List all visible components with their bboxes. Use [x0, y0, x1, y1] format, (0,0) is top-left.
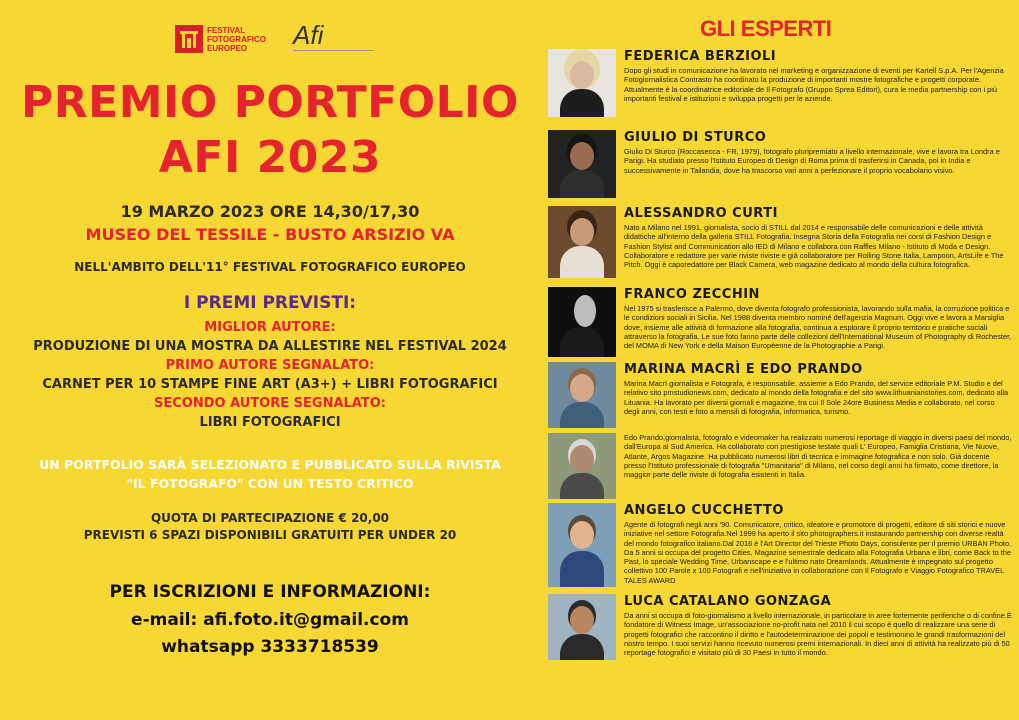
- expert-photo: [548, 433, 616, 499]
- expert-name: ALESSANDRO CURTI: [624, 206, 778, 221]
- expert-photo: [548, 206, 616, 278]
- expert-name: MARINA MACRÌ E EDO PRANDO: [624, 362, 863, 377]
- contact-whatsapp[interactable]: whatsapp 3333718539: [161, 637, 379, 657]
- expert-photo: [548, 287, 616, 357]
- fee-line-1: QUOTA DI PARTECIPAZIONE € 20,00: [150, 511, 390, 525]
- expert-photo: [548, 130, 616, 198]
- experts-title: GLI ESPERTI: [700, 16, 832, 41]
- expert-description: Edo Prando,giornalista, fotografo e videomaker ha realizzato numerosi reportage di viaggio in diversi paesi del mondo, dall'Europa al Sud America. Ha collaborato con prestigiose testate quali L' Europeo, Famiglia Cristiana, Vie Nuove, Atlante, Argos Magazine. Ha pubblicato numerosi libri di tecnica e immagine fotografica e non solo. Già docente presso l'Istituto professionale di fotografia "Umanitaria" di Milano, nel corso degli anni ha firmato, come direttore, la maggior parte delle riviste di fotografia esistenti in Italia.: [624, 433, 1012, 480]
- expert-card: [548, 362, 1013, 428]
- expert-card: [548, 130, 1013, 200]
- expert-description: Marina Macrì giornalista e Fotografa, è responsabile, assieme a Edo Prando, del service editoriale P.M. Studio e del relativo sito pmstudionews.com, dedicato al mondo della fotografia e del sito www.lithuanianstories.com, dedicato alla Lituania. Ha lavorato per diversi giornali e magazine, tra cui Il Sole 24ore Business Media e collaborato, nel corso degli anni, con testi e foto a mensili di fotografia, informatica, turismo.: [624, 379, 1009, 416]
- expert-name: FRANCO ZECCHIN: [624, 287, 760, 302]
- expert-card: [548, 433, 1013, 501]
- date-line: 19 MARZO 2023 ORE 14,30/17,30: [120, 202, 420, 221]
- prize-1-value: PRODUZIONE DI UNA MOSTRA DA ALLESTIRE NEL FESTIVAL 2024: [33, 339, 507, 354]
- expert-card: [548, 503, 1013, 587]
- venue-line: MUSEO DEL TESSILE - BUSTO ARSIZIO VA: [85, 225, 455, 244]
- afi-logo-underline: [293, 50, 373, 56]
- context-line: NELL'AMBITO DELL'11° FESTIVAL FOTOGRAFICO EUROPEO: [74, 260, 466, 274]
- expert-card: [548, 594, 1013, 664]
- expert-name: GIULIO DI STURCO: [624, 130, 767, 145]
- prize-2-value: CARNET PER 10 STAMPE FINE ART (A3+) + LIBRI FOTOGRAFICI: [42, 377, 498, 392]
- portfolio-line-1: UN PORTFOLIO SARÀ SELEZIONATO E PUBBLICATO SULLA RIVISTA: [39, 457, 501, 472]
- festival-logo-icon: [175, 25, 203, 53]
- expert-description: Nel 1975 si trasferisce a Palermo, dove diventa fotografo professionista, lavorando sulla mafia, la corruzione politica e le condizioni sociali in Sicilia. Nel 1988 diventa membro nominé dell'agenzia Magnum. Oggi vive e lavora a Marsiglia dove, insieme alle attività di formazione alla fotografia, continua a esplorare il proprio territorio e pratiche sociali attraverso la fotografia. Le sue foto fanno parte delle collezioni dell'International Museum of Photography di Rochester, del MOMA di New York e della Maison Européenne de la Photographie a Parigi.: [624, 304, 1012, 351]
- expert-card: [548, 49, 1013, 123]
- expert-name: ANGELO CUCCHETTO: [624, 503, 784, 518]
- contact-email[interactable]: e-mail: afi.foto.it@gmail.com: [131, 610, 409, 630]
- fee-line-2: PREVISTI 6 SPAZI DISPONIBILI GRATUITI PER UNDER 20: [83, 528, 457, 542]
- expert-card: [548, 287, 1013, 357]
- expert-description: Nato a Milano nel 1991, giornalista, socio di STILL dal 2014 e responsabile delle comunicazioni e delle attività didattiche all'interno della galleria STILL Fotografia. Insegna Storia della Fotografia nei corsi di Fashion Design e Fashion Stylist and Communication allo IED di Milano e collabora con Raffles Milano - Istituto di Moda e Design. Collaboratore e redattore per varie riviste riviste e già collaboratore per Rolling Stone Italia, Lampoon, ArtsLife e The Pitch. Oggi è caporedattore per Black Camera, web magazine dedicato al mondo della cultura fotografica.: [624, 223, 1004, 270]
- festival-logo-text: FESTIVAL FOTOGRAFICO EUROPEO: [207, 26, 266, 53]
- portfolio-line-2: "IL FOTOGRAFO" CON UN TESTO CRITICO: [126, 476, 414, 491]
- expert-name: FEDERICA BERZIOLI: [624, 49, 777, 64]
- afi-logo: Afi: [293, 20, 324, 50]
- expert-photo: [548, 594, 616, 660]
- expert-description: Giulio Di Sturco (Roccasecca - FR, 1979), fotografo pluripremiato a livello internazionale, vive e lavora tra Londra e Parigi. Ha studiato presso l'Istituto Europeo di Design di Roma prima di trasferirsi in Canada, poi in India e successivamente in Tailandia, dove ha trascorso vari anni a perfezionare il proprio vocabolario visivo.: [624, 147, 1000, 175]
- title-line-1: PREMIO PORTFOLIO: [21, 77, 519, 128]
- expert-description: Da anni si occupa di foto-giornalismo a livello internazionale, in particolare in aree fortemente periferiche o di confine.È fondatore di Witness Image, un'associazione no-profit nata nel 2010 il cui scopo è quello di realizzare una serie di progetti fotografici che raccontino il diritto e l'autodeterminazione dei popoli e testimonino le grandi trasformazioni del nostro tempo. I suoi servizi hanno ricevuto numerosi premi internazionali. In dieci anni di attività ha realizzato più di 50 reportage fotografici e visitato più di 30 Paesi in tutto il mondo.: [624, 611, 1012, 658]
- expert-photo: [548, 362, 616, 428]
- expert-card: [548, 206, 1013, 282]
- logos: [175, 20, 395, 62]
- expert-name: LUCA CATALANO GONZAGA: [624, 594, 832, 609]
- expert-photo: [548, 49, 616, 117]
- prize-3-value: LIBRI FOTOGRAFICI: [199, 415, 341, 430]
- prizes-heading: I PREMI PREVISTI:: [183, 293, 357, 313]
- expert-description: Agente di fotografi negli anni '90. Comunicatore, critico, ideatore e promotore di progetti, editore di siti storici e nuove iniziative nel settore Fotografia.Nel 1999 ha aperto il sito photographers.it instaurando partnership con diverse realtà del mondo fotografico italiano.Dal 2016 è l'Art Director del Trieste Photo Days, consulente per il premio URBAN Photo. Da 5 anni si occupa del progetto Cities, Magazine semestrale dedicato alla Fotografia Urbana e libri, come Back to the Past, lo speciale Wedding Time, Urbanscape e e l'ultimo nato Dreamlands. Attualmente è impegnato sul progetto collettivo 100 Parole x 100 Fotografi e nell'iniziativa in collaborazione con Il Fotografo e Viaggio Fotografico TRAVEL TALES AWARD: [624, 520, 1012, 585]
- expert-photo: [548, 503, 616, 587]
- title-line-2: AFI 2023: [158, 132, 382, 183]
- contact-heading: PER ISCRIZIONI E INFORMAZIONI:: [109, 582, 431, 602]
- prize-3-label: SECONDO AUTORE SEGNALATO:: [154, 396, 386, 411]
- expert-description: Dopo gli studi in comunicazione ha lavorato nel marketing e organizzazione di eventi per Kartell S.p.A. Per l'Agenzia Fotogiornalistica Contrasto ha coordinato la produzione di importanti mostre fotografiche e progetti corporate. Attualmente è la coordinatrice editoriale de Il Fotografo (Gruppo Sprea Editori), cura le media partnership con i più importanti festival e istituzioni e sviluppa progetti per le aziende.: [624, 66, 1004, 103]
- prize-1-label: MIGLIOR AUTORE:: [204, 320, 336, 335]
- prize-2-label: PRIMO AUTORE SEGNALATO:: [165, 358, 375, 373]
